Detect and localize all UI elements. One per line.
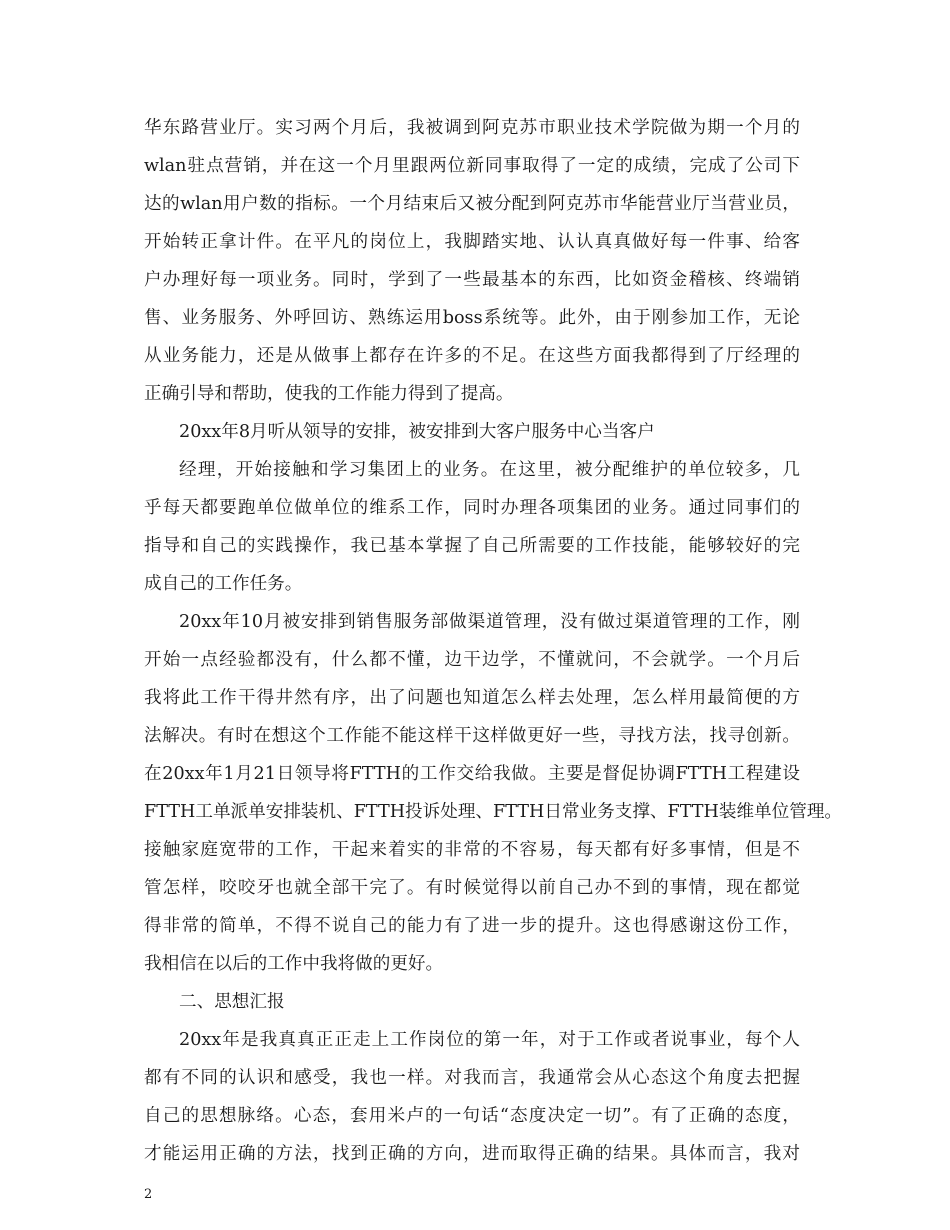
text-line: 法解决。有时在想这个工作能不能这样干这样做更好一些，寻找方法，找寻创新。 [144,726,800,746]
text-line: 我将此工作干得井然有序，出了问题也知道怎么样去处理，怎么样用最简便的方 [144,688,800,708]
text-line: 20xx年8月听从领导的安排，被安排到大客户服务中心当客户 [179,422,655,442]
text-line: 都有不同的认识和感受，我也一样。对我而言，我通常会从心态这个角度去把握 [144,1068,800,1088]
text-line: 户办理好每一项业务。同时，学到了一些最基本的东西，比如资金稽核、终端销 [144,270,800,290]
text-line: 从业务能力，还是从做事上都存在许多的不足。在这些方面我都得到了厅经理的 [144,346,800,366]
text-line: 开始转正拿计件。在平凡的岗位上，我脚踏实地、认认真真做好每一件事、给客 [144,232,800,252]
text-line: 乎每天都要跑单位做单位的维系工作，同时办理各项集团的业务。通过同事们的 [144,498,800,518]
text-line: 正确引导和帮助，使我的工作能力得到了提高。 [144,384,514,404]
text-line: 得非常的简单，不得不说自己的能力有了进一步的提升。这也得感谢这份工作， [144,916,800,936]
text-line: 20xx年10月被安排到销售服务部做渠道管理，没有做过渠道管理的工作，刚 [179,612,800,632]
text-line: 售、业务服务、外呼回访、熟练运用boss系统等。此外，由于刚参加工作，无论 [144,308,800,328]
section-heading: 二、思想汇报 [179,992,285,1012]
text-line: 自己的思想脉络。心态，套用米卢的一句话“态度决定一切”。有了正确的态度， [144,1106,800,1126]
page-number: 2 [144,1187,153,1202]
text-line: 指导和自己的实践操作，我已基本掌握了自己所需要的工作技能，能够较好的完 [144,536,800,556]
text-line: 20xx年是我真真正正走上工作岗位的第一年，对于工作或者说事业，每个人 [179,1030,800,1050]
text-line: 开始一点经验都没有，什么都不懂，边干边学，不懂就问，不会就学。一个月后 [144,650,800,670]
text-line: 管怎样，咬咬牙也就全部干完了。有时候觉得以前自己办不到的事情，现在都觉 [144,878,800,898]
text-line: 才能运用正确的方法，找到正确的方向，进而取得正确的结果。具体而言，我对 [144,1144,800,1164]
text-line: wlan驻点营销，并在这一个月里跟两位新同事取得了一定的成绩，完成了公司下 [144,156,800,176]
text-line: 在20xx年1月21日领导将FTTH的工作交给我做。主要是督促协调FTTH工程建设 [144,764,800,784]
text-line: 达的wlan用户数的指标。一个月结束后又被分配到阿克苏市华能营业厅当营业员， [144,194,800,214]
text-line: 成自己的工作任务。 [144,574,303,594]
text-line: 华东路营业厅。实习两个月后，我被调到阿克苏市职业技术学院做为期一个月的 [144,118,800,138]
text-line: 我相信在以后的工作中我将做的更好。 [144,954,444,974]
text-line: FTTH工单派单安排装机、FTTH投诉处理、FTTH日常业务支撑、FTTH装维单位管理。 [144,802,843,822]
text-line: 接触家庭宽带的工作，干起来着实的非常的不容易，每天都有好多事情，但是不 [144,840,800,860]
text-line: 经理，开始接触和学习集团上的业务。在这里，被分配维护的单位较多，几 [179,460,800,480]
